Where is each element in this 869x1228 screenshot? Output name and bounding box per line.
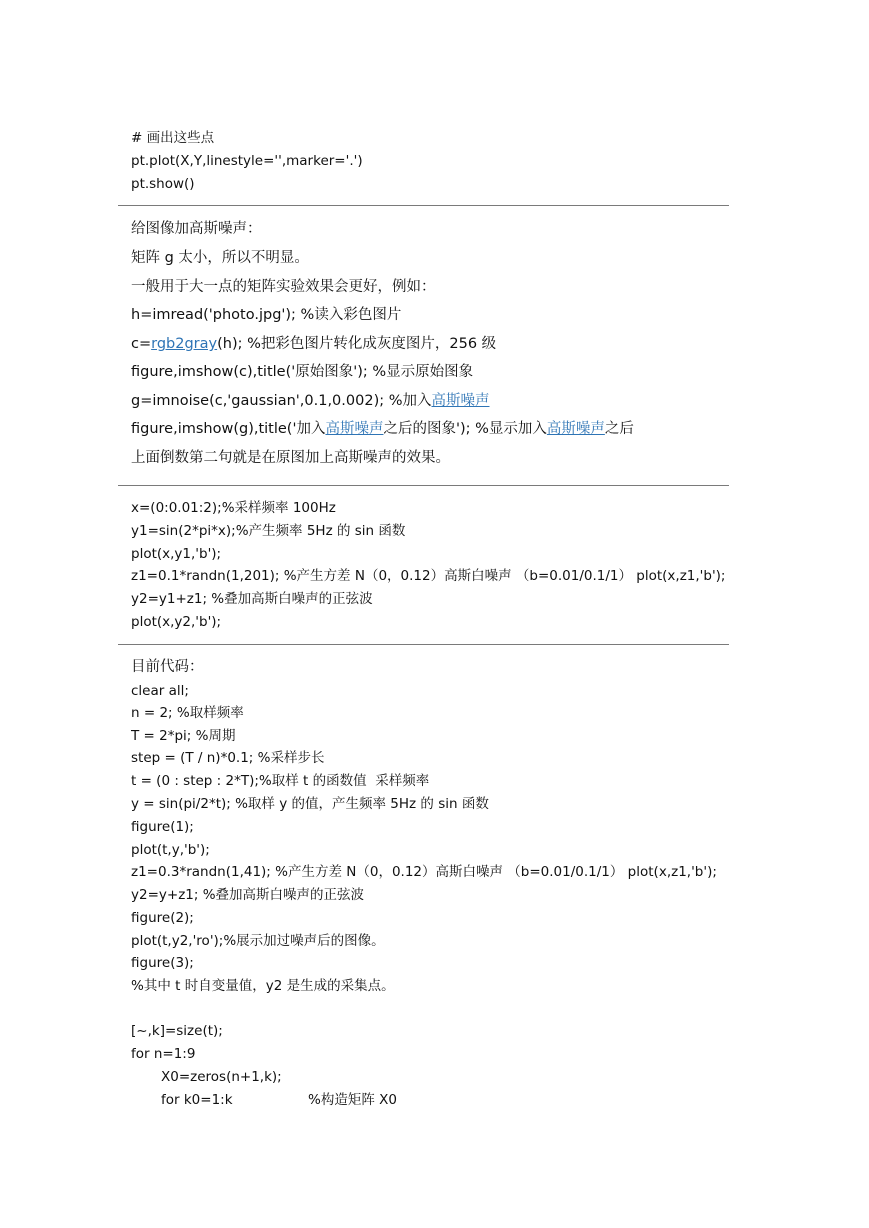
text-segment: (h); %把彩色图片转化成灰度图片，256 级	[217, 336, 497, 352]
code-line: clear all;	[131, 683, 189, 699]
code-line: y2=y+z1; %叠加高斯白噪声的正弦波	[131, 887, 365, 903]
code-line: n = 2; %取样频率	[131, 705, 244, 721]
code-line: X0=zeros(n+1,k);	[161, 1069, 282, 1085]
text-segment: 之后的图象'); %显示加入	[383, 421, 547, 437]
paragraph-line: 上面倒数第二句就是在原图加上高斯噪声的效果。	[131, 450, 450, 466]
section-heading: 给图像加高斯噪声：	[131, 221, 262, 237]
gaussian-noise-link[interactable]: 高斯噪声	[325, 421, 384, 437]
code-comment-line: %其中 t 时自变量值，y2 是生成的采集点。	[131, 978, 395, 994]
code-line: figure(3);	[131, 955, 194, 971]
code-line: pt.plot(X,Y,linestyle='',marker='.')	[131, 153, 363, 169]
paragraph-line: 一般用于大一点的矩阵实验效果会更好，例如：	[131, 279, 436, 295]
text-segment: g=imnoise(c,'gaussian',0.1,0.002); %加入	[131, 393, 432, 409]
code-comment-line: # 画出这些点	[131, 130, 215, 146]
paragraph-line	[131, 392, 490, 410]
code-line: plot(x,y1,'b');	[131, 546, 222, 562]
code-line: y2=y1+z1; %叠加高斯白噪声的正弦波	[131, 591, 373, 607]
code-comment: %构造矩阵 X0	[308, 1092, 397, 1108]
horizontal-rule	[118, 205, 729, 206]
code-segment: for k0=1:k	[161, 1092, 233, 1108]
code-line: plot(x,y2,'b');	[131, 614, 222, 630]
horizontal-rule	[118, 485, 729, 486]
code-line: T = 2*pi; %周期	[131, 728, 236, 744]
code-line: y = sin(pi/2*t); %取样 y 的值，产生频率 5Hz 的 sin 函数	[131, 796, 489, 812]
code-line: y1=sin(2*pi*x);%产生频率 5Hz 的 sin 函数	[131, 523, 406, 539]
section-heading: 目前代码：	[131, 659, 204, 675]
code-line: pt.show()	[131, 176, 195, 192]
code-line: plot(t,y2,'ro');%展示加过噪声后的图像。	[131, 933, 385, 949]
code-line	[161, 1091, 397, 1109]
code-line: figure(1);	[131, 819, 194, 835]
horizontal-rule	[118, 644, 729, 645]
paragraph-line	[131, 420, 634, 438]
code-line: z1=0.3*randn(1,41); %产生方差 N（0，0.12）高斯白噪声 （b=0.01/0.1/1） plot(x,z1,'b');	[131, 864, 717, 880]
paragraph-line: h=imread('photo.jpg'); %读入彩色图片	[131, 307, 402, 323]
text-segment: c=	[131, 336, 152, 352]
gaussian-noise-link[interactable]: 高斯噪声	[431, 393, 490, 409]
code-line: figure(2);	[131, 910, 194, 926]
paragraph-line	[131, 335, 496, 353]
rgb2gray-link[interactable]: rgb2gray	[151, 336, 218, 352]
code-line: step = (T / n)*0.1; %采样步长	[131, 750, 325, 766]
code-line: x=(0:0.01:2);%采样频率 100Hz	[131, 500, 336, 516]
code-line: t = (0 : step : 2*T);%取样 t 的函数值 采样频率	[131, 773, 430, 789]
code-line: for n=1:9	[131, 1046, 196, 1062]
code-line: z1=0.1*randn(1,201); %产生方差 N（0，0.12）高斯白噪声 （b=0.01/0.1/1） plot(x,z1,'b');	[131, 568, 726, 584]
text-segment: 之后	[604, 421, 634, 437]
text-segment: figure,imshow(g),title('加入	[131, 421, 326, 437]
code-line: [~,k]=size(t);	[131, 1023, 223, 1039]
paragraph-line: figure,imshow(c),title('原始图象'); %显示原始图象	[131, 364, 474, 380]
paragraph-line: 矩阵 g 太小，所以不明显。	[131, 250, 309, 266]
gaussian-noise-link[interactable]: 高斯噪声	[546, 421, 605, 437]
code-line: plot(t,y,'b');	[131, 842, 210, 858]
